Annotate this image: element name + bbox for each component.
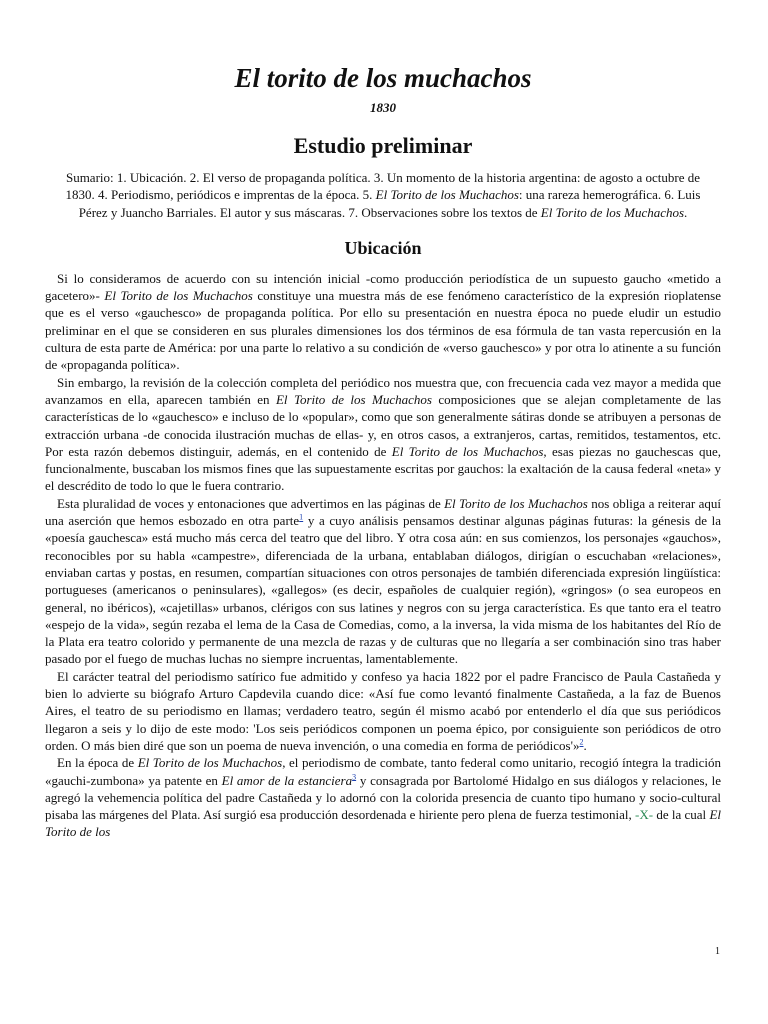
italic-title: El Torito de los Muchachos [275, 391, 432, 407]
paragraph-text: , esas piezas no gauchescas que, funcionalmente, buscaban los mismos fines que las supuestamente escritas por gauchos: la exaltación de la causa federal «neta» y el descrédito de todo lo que le fuera contrario. [45, 443, 721, 494]
paragraph-2 [45, 374, 721, 495]
paragraph-text: composiciones que se alejan completamente de las características de lo «gauchesco» e incluso de lo «popular», como que son generalmente sátiras donde se atribuyen a personas de extracción urbana -de conocida ilustración muchas de ellas- y, en otros casos, a extranjeros, cartas, remitidos, testamentos, etc. Por esta razón debemos distinguir, además, en el contenido de [45, 391, 722, 459]
paragraph-4 [45, 668, 721, 754]
italic-title: El Torito de los Muchachos [137, 755, 283, 771]
body-text [45, 270, 721, 841]
page-number: 1 [715, 946, 720, 957]
document-year: 1830 [370, 100, 396, 115]
paragraph-1 [45, 270, 721, 374]
footnote-link-1[interactable]: 1 [299, 512, 304, 522]
footnote-link-2[interactable]: 2 [579, 737, 584, 747]
summary-paragraph [55, 169, 711, 221]
paragraph-text: Esta pluralidad de voces y entonaciones que advertimos en las páginas de [57, 495, 445, 511]
section-heading-preliminary: Estudio preliminar [293, 133, 473, 158]
paragraph-3 [45, 495, 721, 668]
paragraph-text: Si lo consideramos de acuerdo con su intención inicial -como producción periodística de un supuesto gaucho «metido a gacetero»- [45, 270, 721, 304]
paragraph-text: El carácter teatral del periodismo satírico fue admitido y confeso ya hacia 1822 por el padre Francisco de Paula Castañeda y bien lo advierte su biógrafo Arturo Capdevila cuando dice: «Así fue como levantó finalmente Castañeda, a la faz de Buenos Aires, el teatro de su periodismo en llamas; verdadero teatro, según él mismo acabó por entenderlo el día que sus periódicos llegaron a seis y lo dijo de este modo: 'Los seis periódicos componen un poema épico, por consiguiente son periódicos de otro orden. O más bien diré que son un poema de nueva invención, o una comedia en forma de periódicos'» [45, 668, 721, 753]
paragraph-text: nos obliga a reiterar aquí una aserción que hemos esbozado en otra parte [45, 495, 721, 529]
document-title: El torito de los muchachos [234, 63, 532, 93]
italic-title: El Torito de los [45, 807, 721, 840]
paragraph-text: Sin embargo, la revisión de la colección completa del periódico nos muestra que, con frecuencia cada vez mayor a medida que avanzamos en ella, aparecen también en [45, 374, 721, 407]
paragraph-5 [45, 754, 721, 840]
italic-title: El amor de la estanciera [221, 772, 353, 788]
italic-title: El Torito de los Muchachos [104, 288, 253, 304]
summary-text: : una rareza hemerográfica. 6. Luis Pérez y Juancho Barriales. El autor y sus máscaras. 7. Observaciones sobre los textos de [78, 187, 701, 220]
italic-title: El Torito de los Muchachos [444, 495, 588, 511]
paragraph-text: . [583, 737, 587, 753]
section-heading-ubicacion: Ubicación [344, 237, 422, 258]
paragraph-text: de la cual [653, 807, 710, 823]
paragraph-text: y a cuyo análisis pensamos destinar algunas páginas futuras: la génesis de la «poesía gauchesca» está mucho más cerca del teatro que del libro. Y otra cosa aún: en sus comienzos, los personajes «gauchos», reconocibles por su habla «campestre», diferenciada de la urbana, entablaban diálogos, dirigían o escuchaban «relaciones», enviaban cartas y postas, en resumen, compartían situaciones con otros personajes de también diferenciada expresión lingüística: portugueses (americanos o peninsulares), «gallegos» (es decir, españoles de cualquier región), «gringos» (o sea europeos en general, no ibéricos), «cajetillas» urbanos, clérigos con sus latines y negros con su jerga característica. Es que tanto era el teatro «espejo de la vida», según rezaba el lema de la Casa de Comedias, como, a la inversa, la vida misma de los habitantes del Río de la Plata era teatro colorido y permanente de una mezcla de razas y de culturas que no llegaría a ser combinación sino tras haber pasado por el fuego de muchas luchas no siempre incruentas, lamentablemente. [45, 513, 721, 667]
paragraph-text: y consagrada por Bartolomé Hidalgo en sus diálogos y relaciones, le agregó la vehemencia política del padre Castañeda y lo adornó con la colorida presencia de cuanto tipo humano y socio-cultural pisaba las márgenes del Plata. Así surgió esa producción desordenada e hiriente pero plena de fuerza testimonial, [45, 772, 721, 823]
paragraph-text: , el periodismo de combate, tanto federal como unitario, recogió íntegra la tradición «gauchi-zumbona» ya patente en [45, 755, 721, 788]
summary-title-ref: El Torito de los Muchachos [375, 187, 519, 203]
summary-text: Sumario: 1. Ubicación. 2. El verso de propaganda política. 3. Un momento de la historia argentina: de agosto a octubre de 1830. 4. Periodismo, periódicos e imprentas de la época. 5. [65, 170, 701, 203]
paragraph-text: constituye una muestra más de ese fenómeno característico de la expresión rioplatense que es el verso «gauchesco» de propaganda política. Por ello su presentación en nuestra época no puede eludir un estudio preliminar en el que se consideren en sus plurales dimensiones los dos términos de esa fórmula de tan vasta repercusión en la cultura de esta parte de América: por una parte lo relativo a su condición de «verso gauchesco» y por otra lo atinente a su función de «propaganda política». [45, 288, 721, 373]
italic-title: El Torito de los Muchachos [391, 443, 544, 459]
paragraph-text: En la época de [57, 755, 138, 771]
summary-title-ref: El Torito de los Muchachos [540, 204, 685, 220]
page-break-marker: -X- [635, 807, 654, 823]
footnote-link-3[interactable]: 3 [352, 772, 357, 782]
document-page [45, 60, 721, 841]
summary-text: . [684, 204, 688, 220]
